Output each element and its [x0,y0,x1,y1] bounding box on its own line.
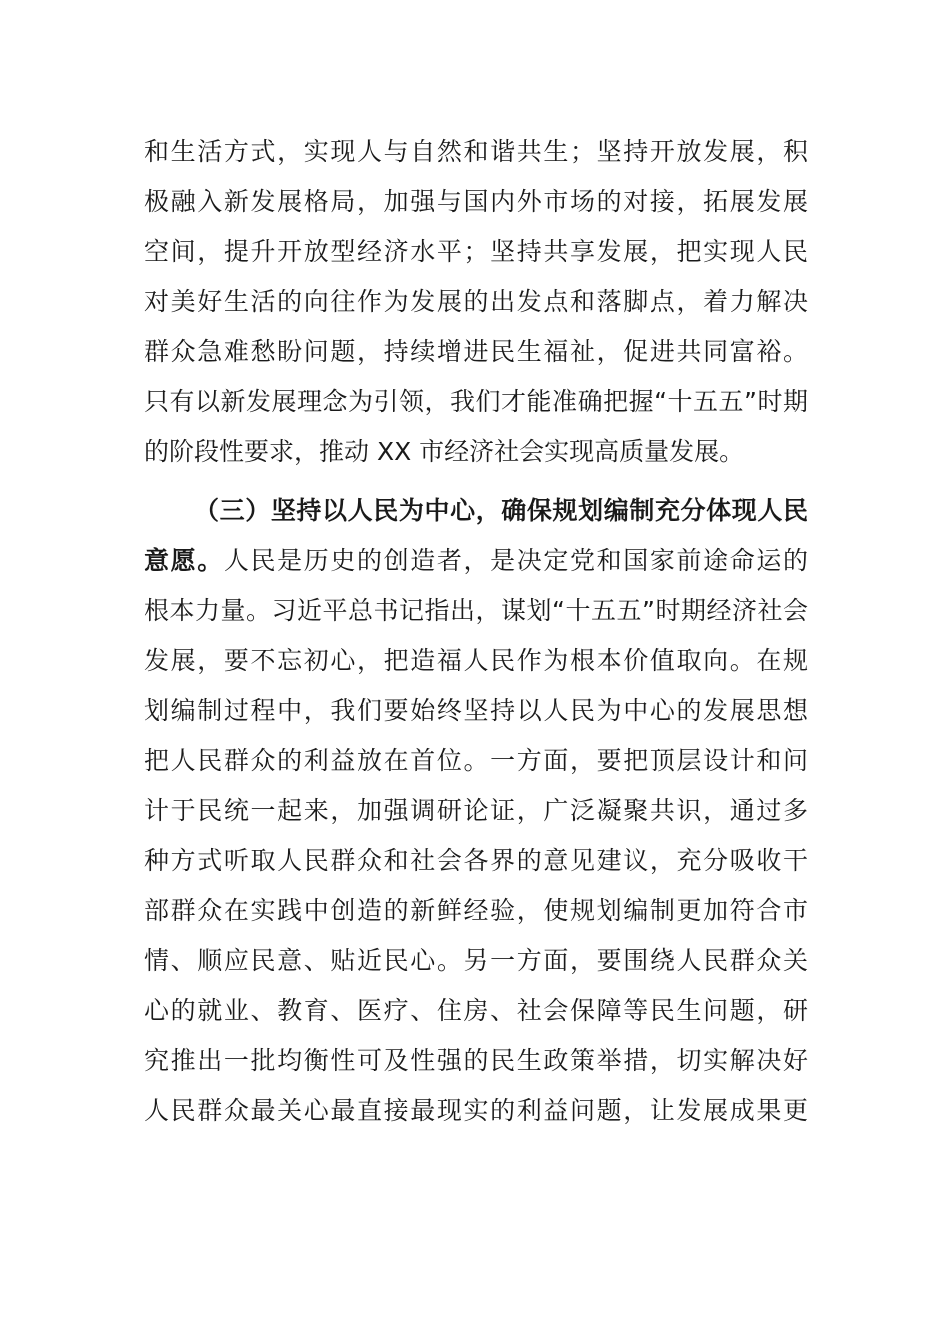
paragraph-line: 部群众在实践中创造的新鲜经验，使规划编制更加符合市 [144,896,808,925]
paragraph-line: 人民群众最关心最直接最现实的利益问题，让发展成果更 [144,1096,808,1125]
paragraph-text: 人民是历史的创造者，是决定党和国家前途命运的 [223,546,808,575]
paragraph-line: 根本力量。习近平总书记指出，谋划“十五五”时期经济社会 [144,596,808,625]
paragraph-line: 心的就业、教育、医疗、住房、社会保障等民生问题，研 [144,996,808,1025]
paragraph-line: 把人民群众的利益放在首位。一方面，要把顶层设计和问 [144,746,808,775]
paragraph-line: 的阶段性要求，推动 XX 市经济社会实现高质量发展。 [144,437,745,466]
paragraph-line: 种方式听取人民群众和社会各界的意见建议，充分吸收干 [144,846,808,875]
paragraph-line: 群众急难愁盼问题，持续增进民生福祉，促进共同富裕。 [144,337,808,366]
paragraph-line: 空间，提升开放型经济水平；坚持共享发展，把实现人民 [144,237,808,266]
paragraph-line: 划编制过程中，我们要始终坚持以人民为中心的发展思想 [144,696,808,725]
paragraph-line: 只有以新发展理念为引领，我们才能准确把握“十五五”时期 [144,387,808,416]
paragraph-line: 究推出一批均衡性可及性强的民生政策举措，切实解决好 [144,1046,808,1075]
paragraph-line: 发展，要不忘初心，把造福人民作为根本价值取向。在规 [144,646,808,675]
paragraph-line: 情、顺应民意、贴近民心。另一方面，要围绕人民群众关 [144,946,808,975]
paragraph-line [144,536,808,586]
paragraph-line: 极融入新发展格局，加强与国内外市场的对接，拓展发展 [144,187,808,216]
section-heading-end: 意愿。 [144,546,224,575]
paragraph-line: 和生活方式，实现人与自然和谐共生；坚持开放发展，积 [144,137,808,166]
paragraph-line: 对美好生活的向往作为发展的出发点和落脚点，着力解决 [144,287,808,316]
paragraph-line: 计于民统一起来，加强调研论证，广泛凝聚共识，通过多 [144,796,808,825]
section-heading: （三）坚持以人民为中心，确保规划编制充分体现人民 [194,496,808,525]
